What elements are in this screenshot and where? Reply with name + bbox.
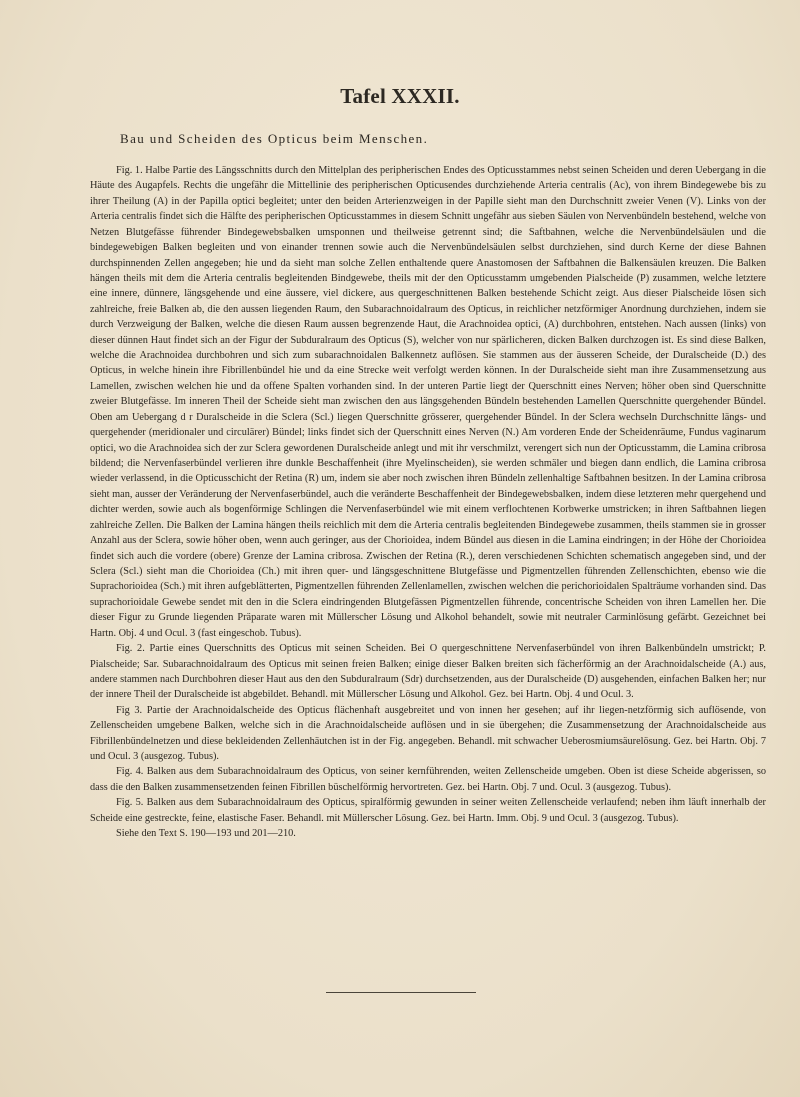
fig-4-description: Fig. 4. Balken aus dem Subarachnoidalraum des Opticus, von seiner kernführenden, weiten Zellenscheide umgeben. Oben ist diese Scheide abgerissen, so dass die den Balken zusammensetzenden feinen Fibrillen büschelförmig hervortreten. Gez. bei Hartn. Obj. 7 und. Ocul. 3 (ausgezog. Tubus). (90, 766, 766, 793)
figure-descriptions (90, 163, 766, 842)
plate-title: Tafel XXXII. (340, 84, 460, 108)
text-reference: Siehe den Text S. 190—193 und 201—210. (116, 828, 296, 840)
fig-5-description: Fig. 5. Balken aus dem Subarachnoidalraum des Opticus, spiralförmig gewunden in seiner weiten Zellenscheide verlaufend; neben ihm läuft innerhalb der Scheide eine gestreckte, feine, elastische Faser. Behandl. mit Müllerscher Lösung. Gez. bei Hartn. Imm. Obj. 9 und Ocul. 3 (ausgezog. Tubus). (90, 797, 766, 824)
closing-rule (326, 992, 476, 993)
fig-2-description: Fig. 2. Partie eines Querschnitts des Opticus mit seinen Scheiden. Bei O quergeschnittene Nervenfaserbündel von ihren Balkenbündeln umstrickt; P. Pialscheide; Sar. Subarachnoidalraum des Opticus mit seinen freien Balken; einige dieser Balken breiten sich fächerförmig an der Arachnoidalscheide (A.) aus, andere stammen nach Durchbohren dieser Haut aus den den Subduralraum (Sdr) durchsetzenden, aus der Duralscheide (D) ausgehenden, einfachen Balken her; nur der innere Theil der Duralscheide ist abgebildet. Behandl. mit Müllerscher Lösung und Alkohol. Gez. bei Hartn. Obj. 4 und Ocul. 3. (90, 643, 766, 701)
plate-subtitle: Bau und Scheiden des Opticus beim Menschen. (120, 131, 429, 146)
fig-1-description: Fig. 1. Halbe Partie des Längsschnitts durch den Mittelplan des peripherischen Endes des Opticusstammes nebst seinen Scheiden und deren Uebergang in die Häute des Augapfels. Rechts die ungefähr die Mittellinie des peripherischen Opticusendes durchziehende Arteria centralis (Ac), von ihrem Bindegewebe bis zu ihrer Theilung (A) in der Papilla optici begleitet; unter den beiden Arterienzweigen in der Papille sieht man den Durchschnitt zweier Venen (V). Links von der Arteria centralis findet sich die Hälfte des peripherischen Opticusstammes in diesem Schnitt ungefähr aus sieben Säulen von Nervenbündeln bestehend, welche von Netzen Blutgefässe führender Bindegewebsbalken umsponnen und theilweise getrennt sind; die Saftbahnen, welche die Nervenbündelsäulen und die bindegewebigen Balken begleiten und von einander trennen sowie auch die Nervenbündelsäulen selbst durchziehen, sind durch Kerne der diese Bahnen durchspinnenden Zellen angegeben; hie und da sieht man solche Zellen enthaltende quere Anastomosen der Saftbahnen die Balkensäulen kreuzen. Die Balken hängen theils mit dem die Arteria centralis begleitenden Bindgewebe, theils mit der den Opticusstamm umgebenden Pialscheide (P) zusammen, welche letztere eine innere, dünnere, längsgehende und eine äussere, viel dickere, aus quergeschnittenen Balken bestehende Schicht zeigt. Aus dieser Pialscheide lösen sich zahlreiche, freie Balken ab, die den aussen liegenden Raum, den Subarachnoidalraum des Opticus, in reichlicher netzförmiger Anordnung durchziehen, indem sie durch Verzweigung der Balken, welche die diesen Raum aussen begrenzende Haut, die Arachnoidea optici, (A) durchbohren, entstehen. Nach aussen (links) von dieser dünnen Haut findet sich an der Figur der Subduralraum des Opticus (S), welcher von nur spärlicheren, dicken Balken durchzogen ist. Es sind diese Balken, welche die Arachnoidea durchbohren und sich zum subarachnoidalen Balkennetz auflösen. Sie stammen aus der äusseren Scheide, der Duralscheide (D.) des Opticus, in welche hinein ihre Fibrillenbündel hie und da eine Strecke weit verfolgt werden können. In der Duralscheide sieht man ihre Zusammensetzung aus Lamellen, zwischen welchen hie und da offene Spalten vorhanden sind. In der unteren Partie liegt der Querschnitt eines Nerven; höher oben sind Querschnitte zweier Blutgefässe. Im inneren Theil der Scheide sieht man zwischen den aus längsgehenden Bündeln bestehenden Lamellen Querschnitte quergehender Bündel. Oben am Uebergang d r Duralscheide in die Sclera (Scl.) liegen Querschnitte grösserer, quergehender Bündel. In der Sclera wechseln Durchschnitte längs- und quergehender (meridionaler und circulärer) Bündel; links findet sich der Querschnitt eines Nerven (N.) Am vorderen Ende der Scheidenräume, Fundus vaginarum optici, wo die Arachnoidea sich der zur Sclera gewordenen Duralscheide anlegt und mit ihr verschmilzt, verengert sich nun der Opticusstamm, die Lamina cribrosa bildend; die Nervenfaserbündel verlieren ihre dunkle Beschaffenheit (ihre Myelinscheiden), sie werden schmäler und biegen dann endlich, die Lamina cribrosa wieder verlassend, in die Opticusschicht der Retina (R) um, indem sie aber noch zwischen ihren Bündeln zellenhaltige Saftbahnen besitzen. In der Lamina cribrosa sieht man, ausser der Veränderung der Nervenfaserbündel, auch die veränderte Beschaffenheit der Bindegewebsbalken, indem diese letzteren mehr quergehend und dichter werden, sowie auch als bogenförmige Schlingen die Nervenfaserbündel wie mit einem verflochtenen Korbwerke umstricken; in ihren Saftbahnen liegen zahlreiche Zellen. Die Balken der Lamina hängen theils reichlich mit dem die Arteria centralis begleitenden Bindegewebe zusammen, theils stammen sie in grosser Anzahl aus der Sclera, sowie höher oben, wenn auch geringer, aus der Chorioidea, indem Bündel aus diesen in die Lamina eindringen; in der Höhe der Chorioidea findet sich auch die vordere (obere) Grenze der Lamina cribrosa. Zwischen der Retina (R.), deren verschiedenen Schichten schematisch angegeben sind, und der Sclera (Scl.) sieht man die Chorioidea (Ch.) mit ihren quer- und längsgeschnittene Blutgefässe und Pigmentzellen führenden Zellenschichten, ebenso wie die Suprachorioidea (Sch.) mit ihren aufgeblätterten, Pigmentzellen führenden Zellenlamellen, zwischen welchen die perichorioidalen Spalträume vorhanden sind. Das suprachorioidale Gewebe sendet mit den in die Sclera eindringenden Blutgefässen Pigmentzellen führende, concentrische Scheiden von ihren Lamellen her. Die dieser Figur zu Grunde liegenden Präparate waren mit Müllerscher Lösung und Alkohol behandelt, sowie mit neutraler Carminlösung gefärbt. Gezeichnet bei Hartn. Obj. 4 und Ocul. 3 (fast eingeschob. Tubus). (90, 165, 766, 639)
fig-3-description: Fig 3. Partie der Arachnoidalscheide des Opticus flächenhaft ausgebreitet und von innen her gesehen; auf ihr liegen-netzförmig sich auflösende, von Zellenscheiden umgebene Balken, welche sich in die Arachnoidalscheide auflösen und in sie übergehen; die Zusammensetzung der Arachnoidalscheide aus Fibrillenbündelnetzen und diese bekleidenden Zellenhäutchen ist in der Fig. angegeben. Behandl. mit schwacher Ueberosmiumsäurelösung. Gez. bei Hartn. Obj. 7 und Ocul. 3 (ausgezog. Tubus). (90, 704, 766, 763)
